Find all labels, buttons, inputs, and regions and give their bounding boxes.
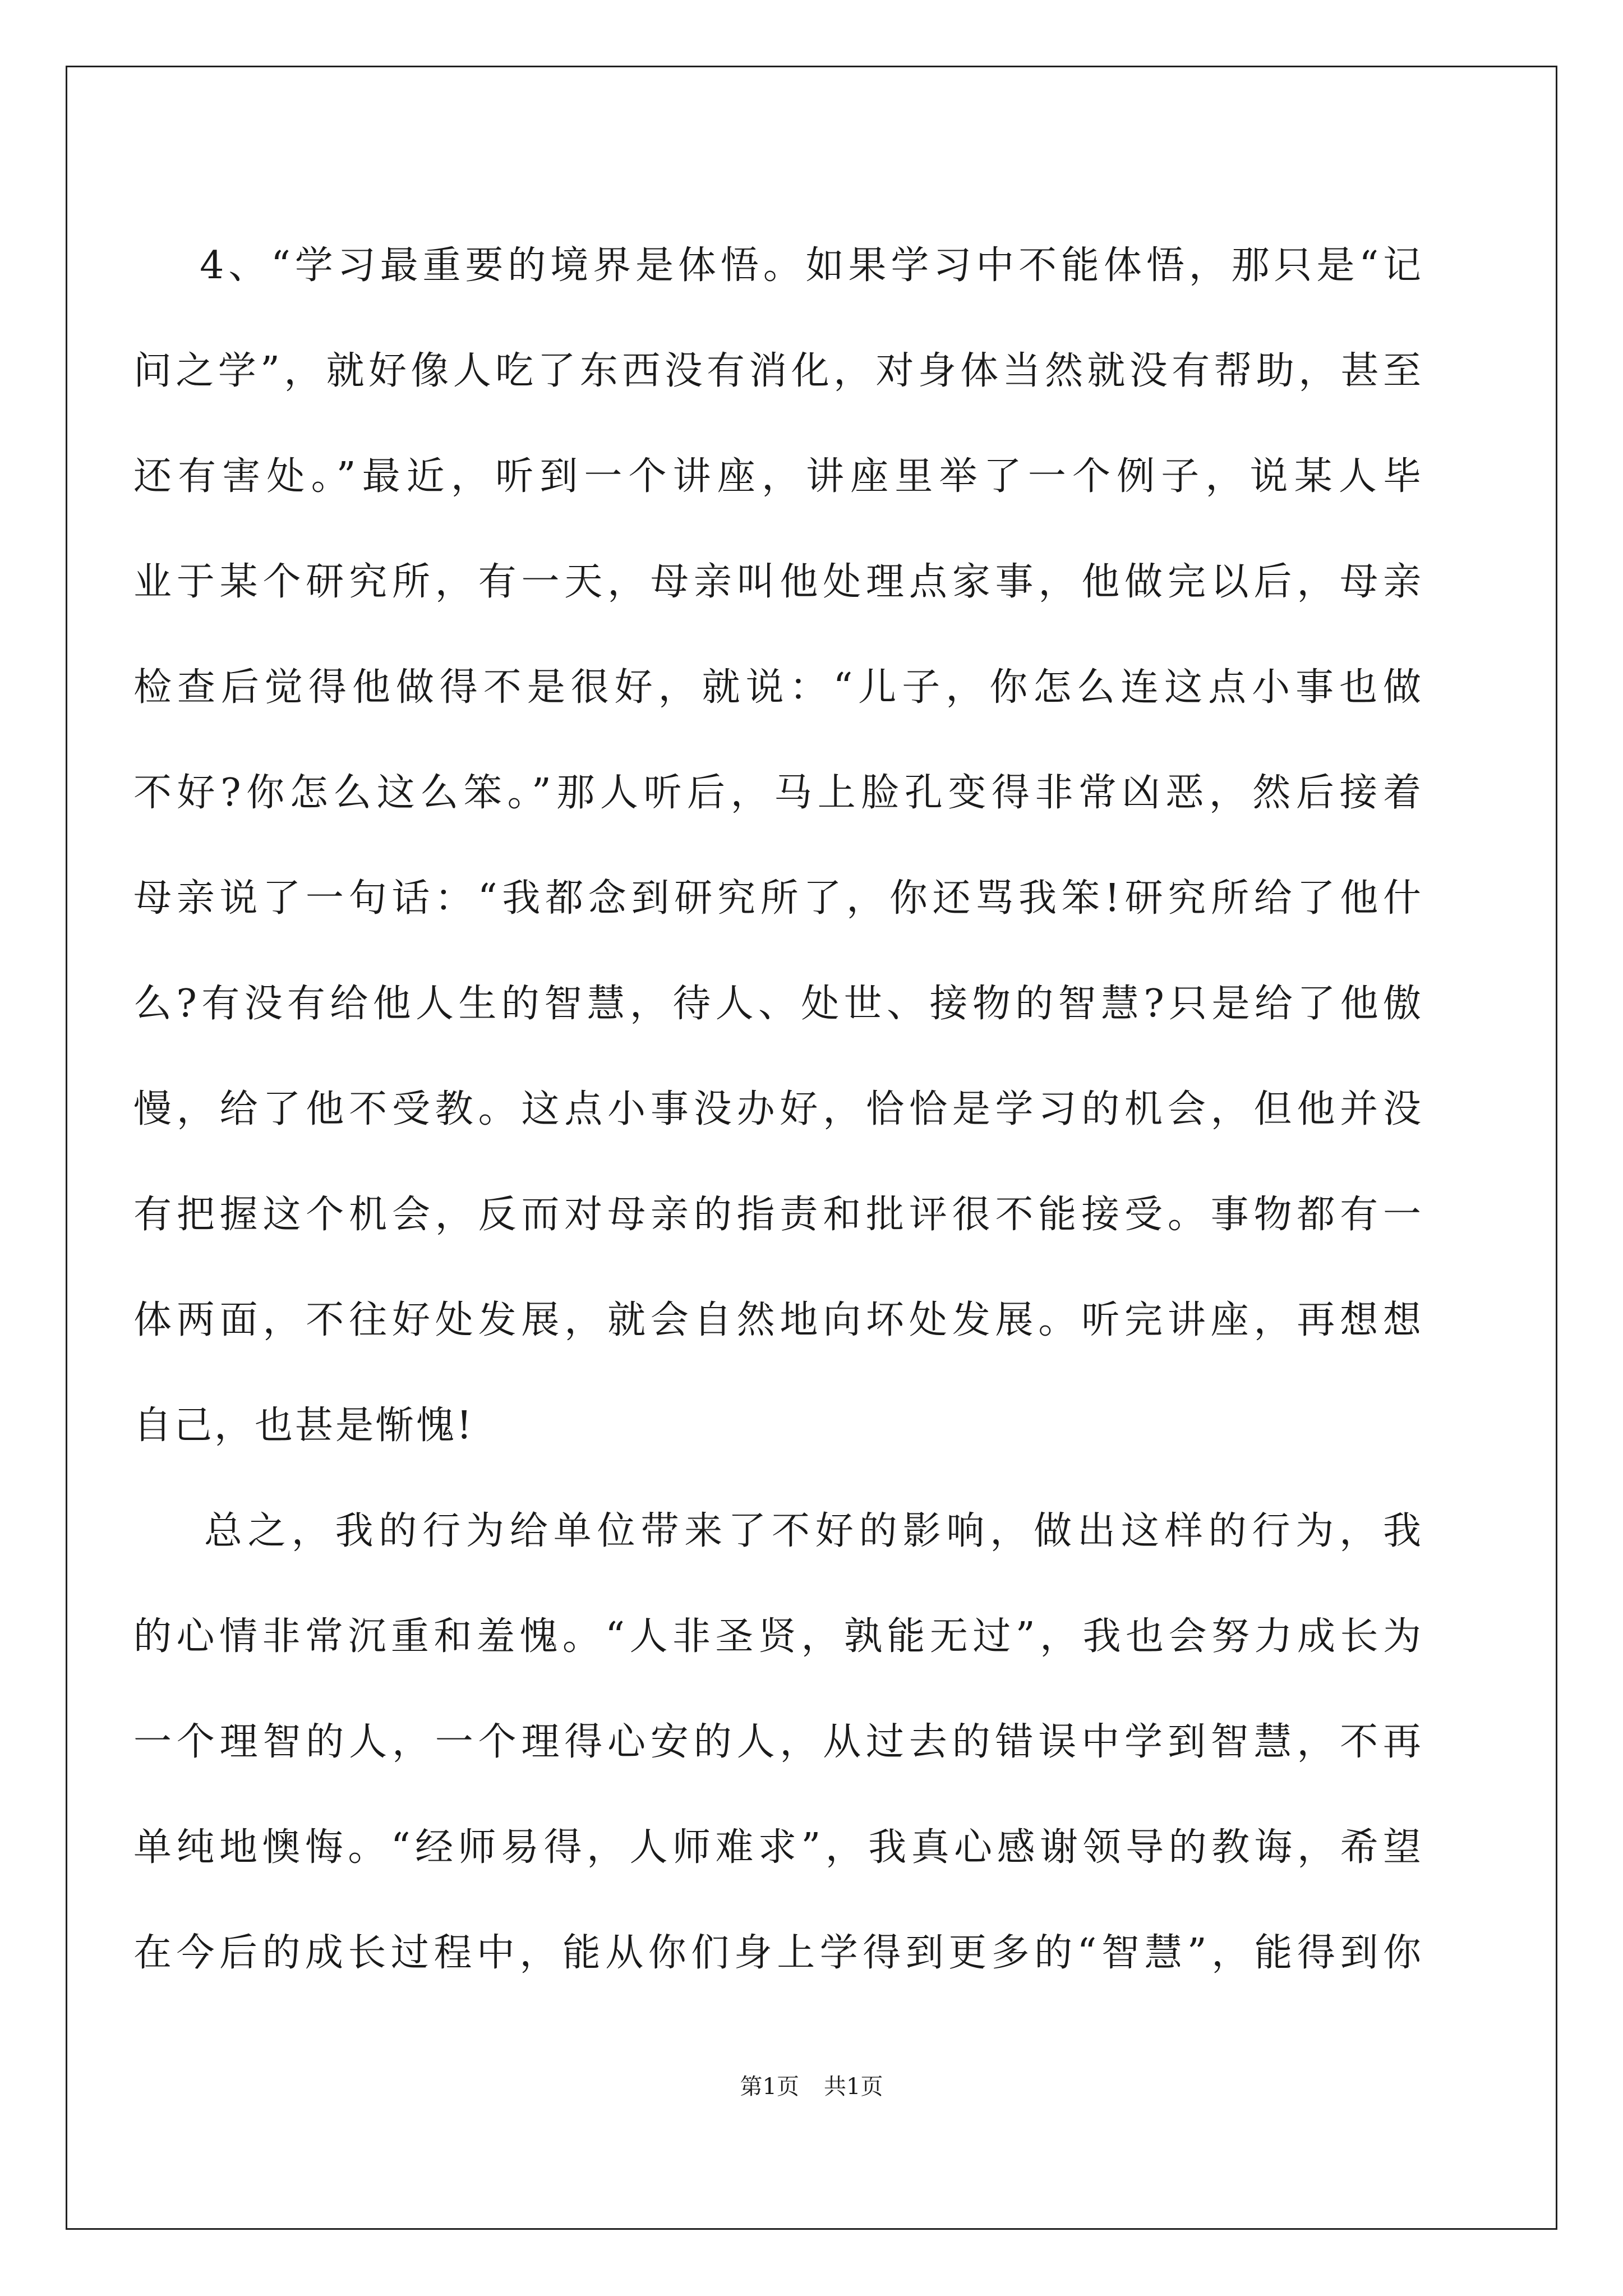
document-body: [133, 213, 1423, 2006]
text-line: 4、“学习最重要的境界是体悟。如果学习中不能体悟，那只是“记: [133, 243, 1423, 288]
page-footer: [0, 2070, 1623, 2104]
text-line: 体两面，不往好处发展，就会自然地向坏处发展。听完讲座，再想想: [133, 1298, 1423, 1342]
text-line: 一个理智的人，一个理得心安的人，从过去的错误中学到智慧，不再: [133, 1720, 1423, 1764]
text-line: 在今后的成长过程中，能从你们身上学得到更多的“智慧”，能得到你: [133, 1931, 1423, 1975]
text-line: 问之学”，就好像人吃了东西没有消化，对身体当然就没有帮助，甚至: [133, 349, 1423, 393]
text-line: 慢，给了他不受教。这点小事没办好，恰恰是学习的机会，但他并没: [133, 1087, 1423, 1131]
text-line: 检查后觉得他做得不是很好，就说：“儿子，你怎么连这点小事也做: [133, 665, 1423, 710]
text-line: 自己，也甚是惭愧!: [133, 1404, 474, 1448]
text-line: 的心情非常沉重和羞愧。“人非圣贤，孰能无过”，我也会努力成长为: [133, 1614, 1423, 1659]
text-line: 业于某个研究所，有一天，母亲叫他处理点家事，他做完以后，母亲: [133, 560, 1423, 604]
text-line: 有把握这个机会，反而对母亲的指责和批评很不能接受。事物都有一: [133, 1193, 1423, 1237]
text-line: 还有害处。”最近，听到一个讲座，讲座里举了一个例子，说某人毕: [133, 454, 1423, 499]
page-total: 共1页: [824, 2074, 883, 2100]
text-line: 不好?你怎么这么笨。”那人听后，马上脸孔变得非常凶恶，然后接着: [133, 771, 1423, 815]
text-line: 单纯地懊悔。“经师易得，人师难求”，我真心感谢领导的教诲，希望: [133, 1825, 1423, 1870]
text-line: 母亲说了一句话：“我都念到研究所了，你还骂我笨!研究所给了他什: [133, 876, 1423, 921]
text-line: 总之，我的行为给单位带来了不好的影响，做出这样的行为，我: [133, 1509, 1423, 1553]
page-number: 第1页: [740, 2074, 799, 2100]
text-line: 么?有没有给他人生的智慧，待人、处世、接物的智慧?只是给了他傲: [133, 982, 1423, 1026]
